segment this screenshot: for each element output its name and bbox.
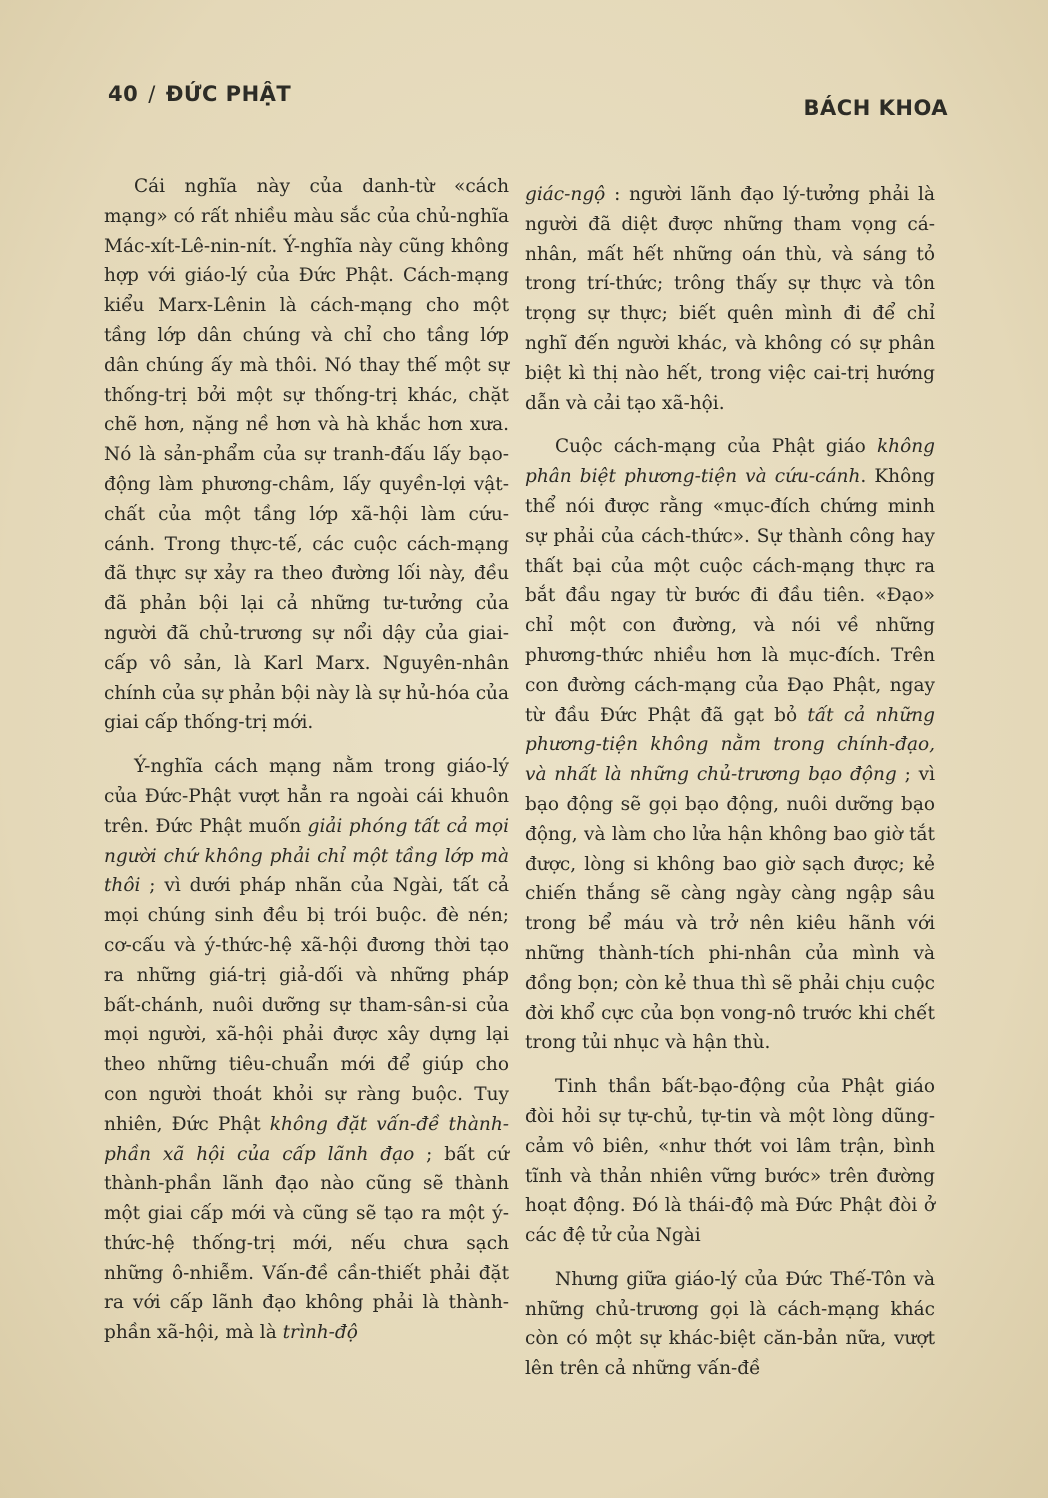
header-separator: / [148, 82, 156, 106]
italic-run: không phân biệt phương-tiện và cứu-cánh [525, 436, 935, 488]
italic-run: giải phóng tất cả mọi người chứ không phải chỉ một tầng lớp mà thôi [104, 815, 510, 897]
text-run: : người lãnh đạo lý-tưởng phải là người đã diệt được những tham vọng cá-nhân, mất hết những oán thù, và sáng tỏ trong trí-thức; trông thấy sự thực và tôn trọng sự thực; biết quên mình đi để chỉ nghĩ đến người khác, và không có sự phân biệt kì thị nào hết, trong việc cai-trị hướng dẫn và cải tạo xã-hội. [525, 184, 935, 414]
running-head-left [108, 82, 291, 106]
section-title: ĐỨC PHẬT [165, 82, 292, 106]
italic-run: trình-độ [282, 1322, 358, 1344]
text-run: . Không thể nói được rằng «mục-đích chứng minh sự phải của cách-thức». Sự thành công hay thất bại của một cuộc cách-mạng thực ra bắt đầu ngay từ bước đi đầu tiên. «Đạo» chỉ một con đường, và nói về những phương-thức nhiều hơn là mục-đích. Trên con đường cách-mạng của Đạo Phật, ngay từ đầu Đức Phật đã gạt bỏ [525, 466, 935, 726]
text-run: ; bất cứ thành-phần lãnh đạo nào cũng sẽ thành một giai cấp mới và cũng sẽ tạo ra một ý-thức-hệ thống-trị mới, nếu chưa sạch những ô-nhiễm. Vấn-đề cần-thiết phải đặt ra với cấp lãnh đạo không phải là thành-phần xã-hội, mà là [104, 1143, 509, 1344]
text-run: ; vì bạo động sẽ gọi bạo động, nuôi dưỡng bạo động, và làm cho lửa hận không bao giờ tắt được, lòng si không bao giờ sạch được; kẻ chiến thắng sẽ càng ngày càng ngập sâu trong bể máu và trở nên kiêu hãnh với những thành-tích phi-nhân của mình và đồng bọn; còn kẻ thua thì sẽ phải chịu cuộc đời khổ cực của bọn vong-nô trước khi chết trong tủi nhục và hận thù. [525, 764, 936, 1054]
right-column [525, 180, 935, 1384]
magazine-title: BÁCH KHOA [803, 96, 948, 120]
italic-run: không đặt vấn-đề thành-phần xã hội của cấp lãnh đạo [104, 1113, 509, 1165]
paragraph [104, 752, 509, 1348]
italic-run: tất cả những phương-tiện không nằm trong chính-đạo, và nhất là những chủ-trương bạo động [525, 704, 936, 786]
page-number: 40 [108, 82, 139, 106]
text-run: Cuộc cách-mạng của Phật giáo [555, 436, 866, 458]
text-run: Ý-nghĩa cách mạng nằm trong giáo-lý của Đức-Phật vượt hẳn ra ngoài cái khuôn trên. Đức Phật muốn [104, 756, 509, 837]
paragraph: Tinh thần bất-bạo-động của Phật giáo đòi hỏi sự tự-chủ, tự-tin và một lòng dũng-cảm vô biên, «như thớt voi lâm trận, bình tĩnh và thản nhiên vững bước» trên đường hoạt động. Đó là thái-độ mà Đức Phật đòi ở các đệ tử của Ngài [525, 1076, 935, 1247]
paragraph: Cái nghĩa này của danh-từ «cách mạng» có rất nhiều màu sắc của chủ-nghĩa Mác-xít-Lê-nin-nít. Ý-nghĩa này cũng không hợp với giáo-lý của Đức Phật. Cách-mạng kiểu Marx-Lênin là cách-mạng cho một tầng lớp dân chúng và chỉ cho tầng lớp dân chúng ấy mà thôi. Nó thay thế một sự thống-trị bởi một sự thống-trị khác, chặt chẽ hơn, nặng nề hơn và hà khắc hơn xưa. Nó là sản-phẩm của sự tranh-đấu lấy bạo-động làm phương-châm, lấy quyền-lợi vật-chất của một tầng lớp xã-hội làm cứu-cánh. Trong thực-tế, các cuộc cách-mạng đã thực sự xảy ra theo đường lối này, đều đã phản bội lại cả những tư-tưởng của người đã chủ-trương sự nổi dậy của giai-cấp vô sản, là Karl Marx. Nguyên-nhân chính của sự phản bội này là sự hủ-hóa của giai cấp thống-trị mới. [104, 176, 509, 734]
paragraph: Nhưng giữa giáo-lý của Đức Thế-Tôn và những chủ-trương gọi là cách-mạng khác còn có một sự khác-biệt căn-bản nữa, vượt lên trên cả những vấn-đề [525, 1268, 935, 1380]
paragraph [525, 180, 935, 418]
italic-run: giác-ngộ [525, 184, 606, 205]
text-run: ; vì dưới pháp nhãn của Ngài, tất cả mọi chúng sinh đều bị trói buộc. đè nén; cơ-cấu và ý-thức-hệ xã-hội đương thời tạo ra những giá-trị giả-dối và những pháp bất-chánh, nuôi dưỡng sự tham-sân-si của mọi người, xã-hội phải được xây dựng lại theo những tiêu-chuẩn mới để giúp cho con người thoát khỏi sự ràng buộc. Tuy nhiên, Đức Phật [104, 875, 509, 1135]
page-header [108, 82, 948, 122]
left-column [104, 172, 509, 1348]
paragraph [525, 432, 935, 1058]
